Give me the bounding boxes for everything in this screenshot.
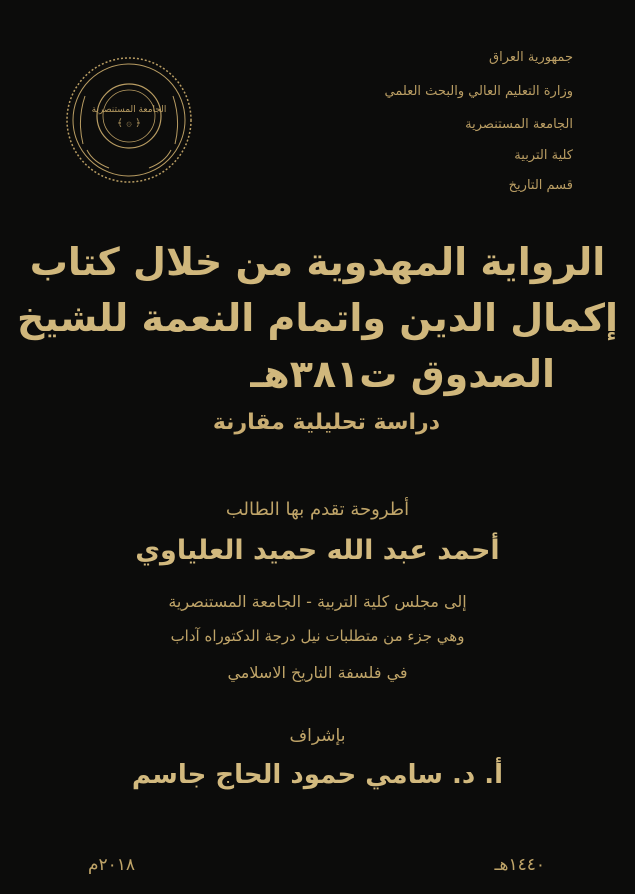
university-seal-icon: [63, 54, 195, 186]
submitted-by-label: أطروحة تقدم بها الطالب: [225, 499, 410, 520]
title-line-2: إكمال الدين واتمام النعمة للشيخ: [16, 296, 619, 340]
header-university: الجامعة المستنصرية: [465, 117, 573, 132]
student-name: أحمد عبد الله حميد العلياوي: [135, 535, 500, 566]
header-republic: جمهورية العراق: [489, 50, 573, 65]
degree-purpose: وهي جزء من متطلبات نيل درجة الدكتوراه آداب: [170, 627, 465, 645]
supervision-label: بإشراف: [289, 726, 346, 746]
header-department: قسم التاريخ: [508, 178, 573, 193]
header-college: كلية التربية: [514, 148, 573, 163]
field-of-study: في فلسفة التاريخ الاسلامي: [227, 663, 408, 682]
header-ministry: وزارة التعليم العالي والبحث العلمي: [384, 84, 573, 99]
seal-text: الجامعة المستنصرية: [91, 105, 167, 115]
gregorian-year: ٢٠١٨م: [88, 855, 136, 875]
hijri-year: ١٤٤٠هـ: [494, 855, 545, 875]
title-line-3: الصدوق ت٣٨١هـ: [250, 352, 555, 396]
subtitle: دراسة تحليلية مقارنة: [212, 410, 440, 435]
title-line-1: الرواية المهدوية من خلال كتاب: [29, 240, 606, 284]
supervisor-name: أ. د. سامي حمود الحاج جاسم: [131, 760, 504, 790]
svg-text:﴾ ۞ ﴿: ﴾ ۞ ﴿: [117, 118, 141, 129]
submitted-to: إلى مجلس كلية التربية - الجامعة المستنصرية: [168, 592, 467, 611]
